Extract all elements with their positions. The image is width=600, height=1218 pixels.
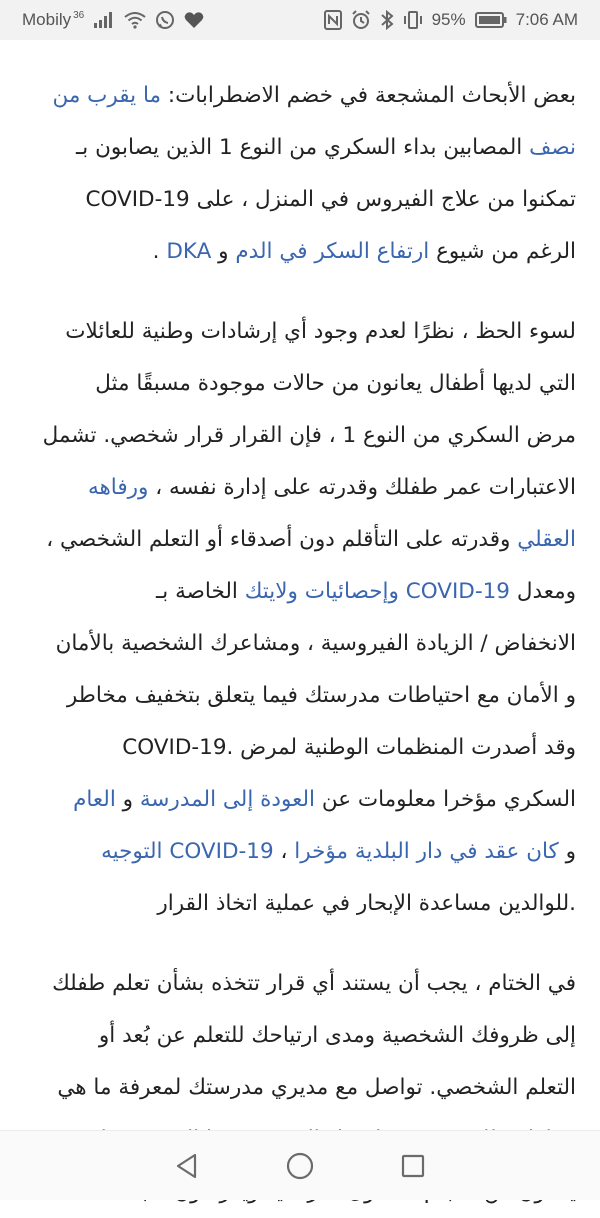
text-segment: إلى ظروفك الشخصية ومدى ارتياحك للتعلم عن بُعد أو <box>98 1023 576 1048</box>
article-paragraph <box>22 306 576 930</box>
article-link[interactable]: العام <box>73 787 116 812</box>
status-right <box>324 10 578 30</box>
text-segment: تمكنوا من علاج الفيروس في المنزل ، على COVID-19 <box>85 187 576 212</box>
text-segment: التعلم الشخصي. تواصل مع مديري مدرستك لمعرفة ما هي <box>57 1075 576 1100</box>
text-segment: مرض السكري من النوع 1 ، فإن القرار قرار شخصي. تشمل <box>42 423 576 448</box>
text-line <box>22 174 576 226</box>
nfc-icon <box>324 10 342 30</box>
signal-icon <box>93 11 115 29</box>
home-icon <box>285 1151 315 1181</box>
heart-icon <box>184 11 204 29</box>
text-segment: التي لديها أطفال يعانون من حالات موجودة مسبقًا مثل <box>95 371 576 396</box>
article-link[interactable]: ورفاهه <box>87 475 149 500</box>
article-link[interactable]: DKA <box>166 239 212 264</box>
wifi-icon <box>124 11 146 29</box>
text-segment: في الختام ، يجب أن يستند أي قرار تتخذه بشأن تعلم طفلك <box>52 971 576 996</box>
text-line <box>22 462 576 514</box>
text-segment: لسوء الحظ ، نظرًا لعدم وجود أي إرشادات وطنية للعائلات <box>65 319 576 344</box>
article-link[interactable]: ارتفاع السكر في الدم <box>235 239 430 264</box>
text-segment: و <box>211 239 236 264</box>
text-line <box>22 514 576 566</box>
text-line <box>22 410 576 462</box>
status-bar <box>0 0 600 40</box>
text-segment: بعض الأبحاث المشجعة في خضم الاضطرابات: <box>161 83 576 108</box>
navigation-bar <box>0 1130 600 1200</box>
text-line <box>22 122 576 174</box>
back-button[interactable] <box>165 1144 209 1188</box>
text-line <box>22 618 576 670</box>
article-link[interactable]: نصف <box>529 135 576 160</box>
text-line <box>22 1062 576 1114</box>
text-line <box>22 878 576 930</box>
text-segment: الانخفاض / الزيادة الفيروسية ، ومشاعرك الشخصية بالأمان <box>55 631 576 656</box>
article-content <box>0 40 600 1130</box>
text-line <box>22 1010 576 1062</box>
text-segment: .للوالدين مساعدة الإبحار في عملية اتخاذ القرار <box>157 891 576 916</box>
text-segment: و <box>558 839 576 864</box>
text-segment: المصابين بداء السكري من النوع 1 الذين يصابون بـ <box>75 135 530 160</box>
text-segment: ، <box>273 839 295 864</box>
article-link[interactable]: كان عقد في دار البلدية مؤخرا <box>294 839 559 864</box>
carrier-label: Mobily <box>22 10 72 29</box>
text-line <box>22 70 576 122</box>
text-line <box>22 958 576 1010</box>
text-segment: و الأمان مع احتياطات مدرستك فيما يتعلق بتخفيف مخاطر <box>66 683 576 708</box>
whatsapp-icon <box>155 10 175 30</box>
battery-percent: 95% <box>431 10 466 29</box>
text-line <box>22 774 576 826</box>
text-segment: السكري مؤخرا معلومات عن <box>315 787 576 812</box>
recents-icon <box>400 1153 426 1179</box>
text-segment: ومعدل <box>509 579 576 604</box>
text-line <box>22 306 576 358</box>
back-icon <box>175 1153 199 1179</box>
battery-icon <box>475 12 507 28</box>
article-link[interactable]: العودة إلى المدرسة <box>139 787 316 812</box>
network-type-label: 36 <box>73 9 85 21</box>
text-line <box>22 566 576 618</box>
text-line <box>22 226 576 278</box>
text-line <box>22 722 576 774</box>
text-line <box>22 826 576 878</box>
text-line <box>22 670 576 722</box>
recents-button[interactable] <box>391 1144 435 1188</box>
text-segment: وقد أصدرت المنظمات الوطنية لمرض .COVID-19 <box>122 735 576 760</box>
text-segment: الرغم من شيوع <box>429 239 576 264</box>
article-link[interactable]: COVID-19 وإحصائيات ولايتك <box>244 579 510 604</box>
text-segment: الخاصة بـ <box>156 579 245 604</box>
alarm-icon <box>351 10 371 30</box>
article-link[interactable]: COVID-19 التوجيه <box>101 839 274 864</box>
text-segment: . <box>152 239 167 264</box>
text-segment: وقدرته على التأقلم دون أصدقاء أو التعلم الشخصي ، <box>46 527 518 552</box>
bluetooth-icon <box>380 10 394 30</box>
text-segment: و <box>115 787 140 812</box>
vibrate-icon <box>403 10 423 30</box>
article-paragraph <box>22 70 576 278</box>
clock-time: 7:06 AM <box>515 10 578 29</box>
article-link[interactable]: العقلي <box>517 527 576 552</box>
text-line <box>22 358 576 410</box>
home-button[interactable] <box>278 1144 322 1188</box>
text-segment: الاعتبارات عمر طفلك وقدرته على إدارة نفسه ، <box>148 475 576 500</box>
status-left <box>22 10 204 30</box>
article-link[interactable]: ما يقرب من <box>52 83 162 108</box>
